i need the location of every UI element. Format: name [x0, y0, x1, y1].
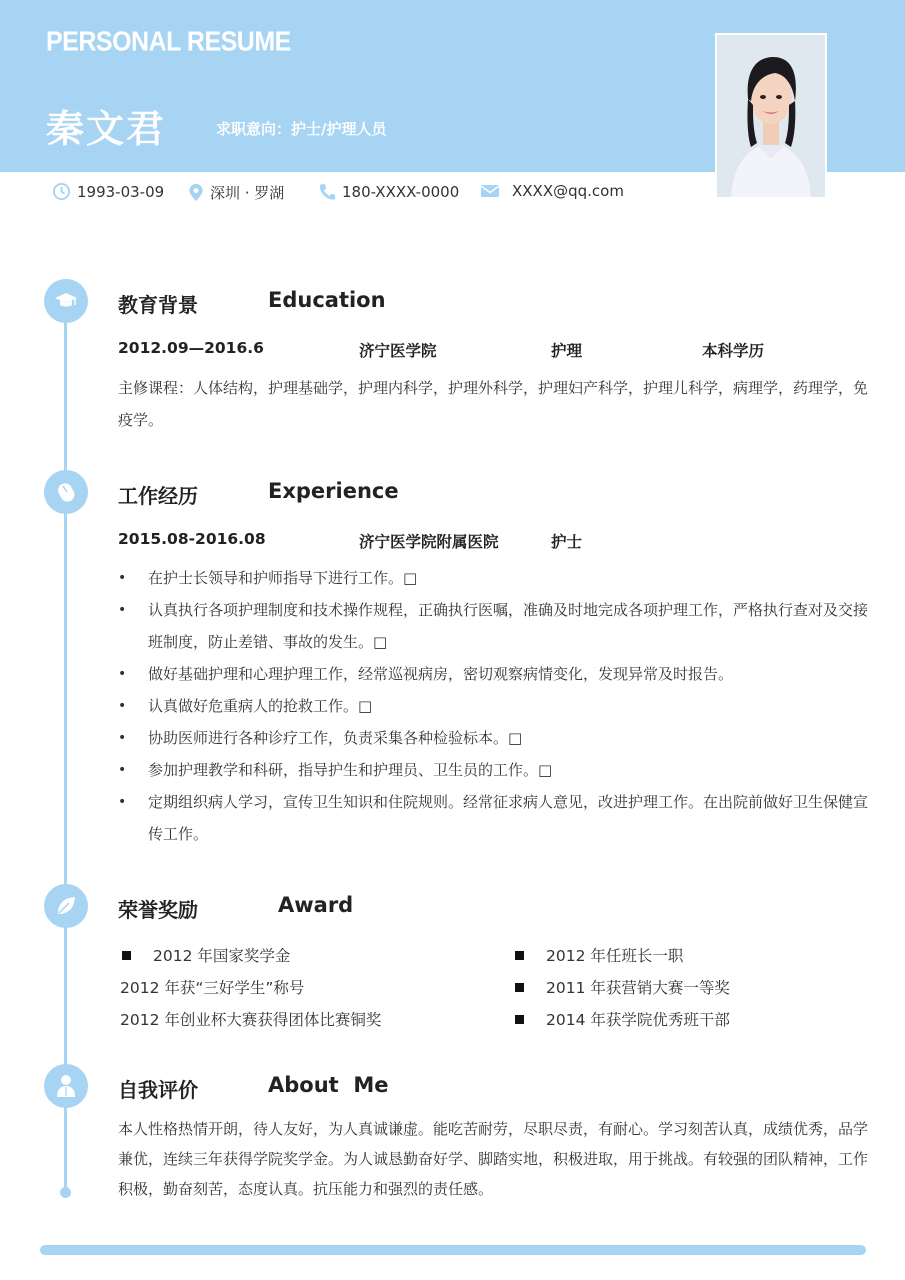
education-title-en: Education	[268, 288, 386, 312]
experience-company: 济宁医学院附属医院	[359, 533, 499, 551]
award-left-2: 2012 年获“三好学生”称号	[120, 979, 305, 997]
candidate-name: 秦文君	[46, 107, 167, 151]
resume-label: PERSONAL RESUME	[46, 26, 291, 58]
list-item: • 认真执行各项护理制度和技术操作规程，正确执行医嘱，准确及时地完成各项护理工作，严格执行查对及交接班制度，防止差错、事故的发生。□	[118, 601, 869, 651]
award-right-2: 2011 年获营销大赛一等奖	[515, 976, 730, 998]
self-eval-text: 本人性格热情开朗，待人友好，为人真诚谦虚。能吃苦耐劳，尽职尽责，有耐心。学习刻苦认真，成绩优秀，品学兼优，连续三年获得学院奖学金。为人诚恳勤奋好学、脚踏实地，积极进取，用于挑战。有较强的团队精神，工作积极，勤奋刻苦，态度认真。抗压能力和强烈的责任感。	[118, 1120, 869, 1198]
contact-birthday	[52, 182, 164, 201]
timeline-line	[64, 290, 67, 1194]
experience-section-icon	[44, 470, 88, 514]
award-right-1: 2012 年任班长一职	[515, 944, 683, 966]
profile-photo	[715, 33, 827, 199]
list-item: • 做好基础护理和心理护理工作，经常巡视病房，密切观察病情变化，发现异常及时报告。	[118, 665, 734, 683]
experience-period: 2015.08-2016.08	[118, 530, 266, 548]
awards-title: 荣誉奖励	[118, 898, 198, 922]
location-pin-icon	[188, 183, 204, 202]
job-objective: 求职意向：护士/护理人员	[216, 120, 387, 138]
clock-icon	[52, 182, 71, 201]
graduation-cap-icon	[54, 289, 78, 313]
list-item: • 参加护理教学和科研，指导护生和护理员、卫生员的工作。□	[118, 761, 553, 779]
contact-email	[480, 182, 624, 200]
person-icon	[55, 1074, 77, 1098]
phone-icon	[318, 182, 336, 201]
timeline-end-dot	[60, 1187, 71, 1198]
self-eval-section-icon	[44, 1064, 88, 1108]
award-right-3: 2014 年获学院优秀班干部	[515, 1008, 730, 1030]
email-text: XXXX@qq.com	[512, 182, 624, 200]
location-text: 深圳 · 罗湖	[210, 184, 285, 202]
contact-location	[188, 182, 284, 203]
education-school: 济宁医学院	[359, 342, 437, 360]
experience-title-en: Experience	[268, 479, 399, 503]
phone-text: 180-XXXX-0000	[342, 182, 460, 201]
experience-title: 工作经历	[118, 484, 198, 508]
list-item: • 认真做好危重病人的抢救工作。□	[118, 697, 373, 715]
birthday-text: 1993-03-09	[77, 182, 165, 201]
education-section-icon	[44, 279, 88, 323]
leaf-icon	[54, 894, 78, 918]
education-major: 护理	[551, 342, 583, 360]
education-period: 2012.09—2016.6	[118, 339, 264, 357]
awards-title-en: Award	[278, 893, 354, 917]
education-courses: 主修课程：人体结构，护理基础学，护理内科学，护理外科学，护理妇产科学，护理儿科学，病理学，药理学，免疫学。	[118, 379, 869, 429]
award-left-3: 2012 年创业杯大赛获得团体比赛铜奖	[120, 1011, 382, 1029]
self-eval-title: 自我评价	[118, 1078, 198, 1102]
education-degree: 本科学历	[702, 342, 765, 360]
award-left-1: 2012 年国家奖学金	[122, 944, 290, 966]
mail-icon	[480, 183, 500, 199]
list-item: • 定期组织病人学习，宣传卫生知识和住院规则。经常征求病人意见，改进护理工作。在出院前做好卫生保健宣传工作。	[118, 793, 869, 843]
mouse-icon	[55, 480, 77, 504]
awards-section-icon	[44, 884, 88, 928]
self-eval-title-en: About Me	[268, 1073, 389, 1097]
contact-phone	[318, 182, 459, 201]
list-item: • 协助医师进行各种诊疗工作，负责采集各种检验标本。□	[118, 729, 523, 747]
footer-bar	[40, 1245, 866, 1255]
list-item: • 在护士长领导和护师指导下进行工作。□	[118, 569, 418, 587]
experience-position: 护士	[551, 533, 583, 551]
duty-list	[118, 562, 868, 850]
education-title: 教育背景	[118, 293, 198, 317]
portrait-image	[717, 35, 825, 197]
